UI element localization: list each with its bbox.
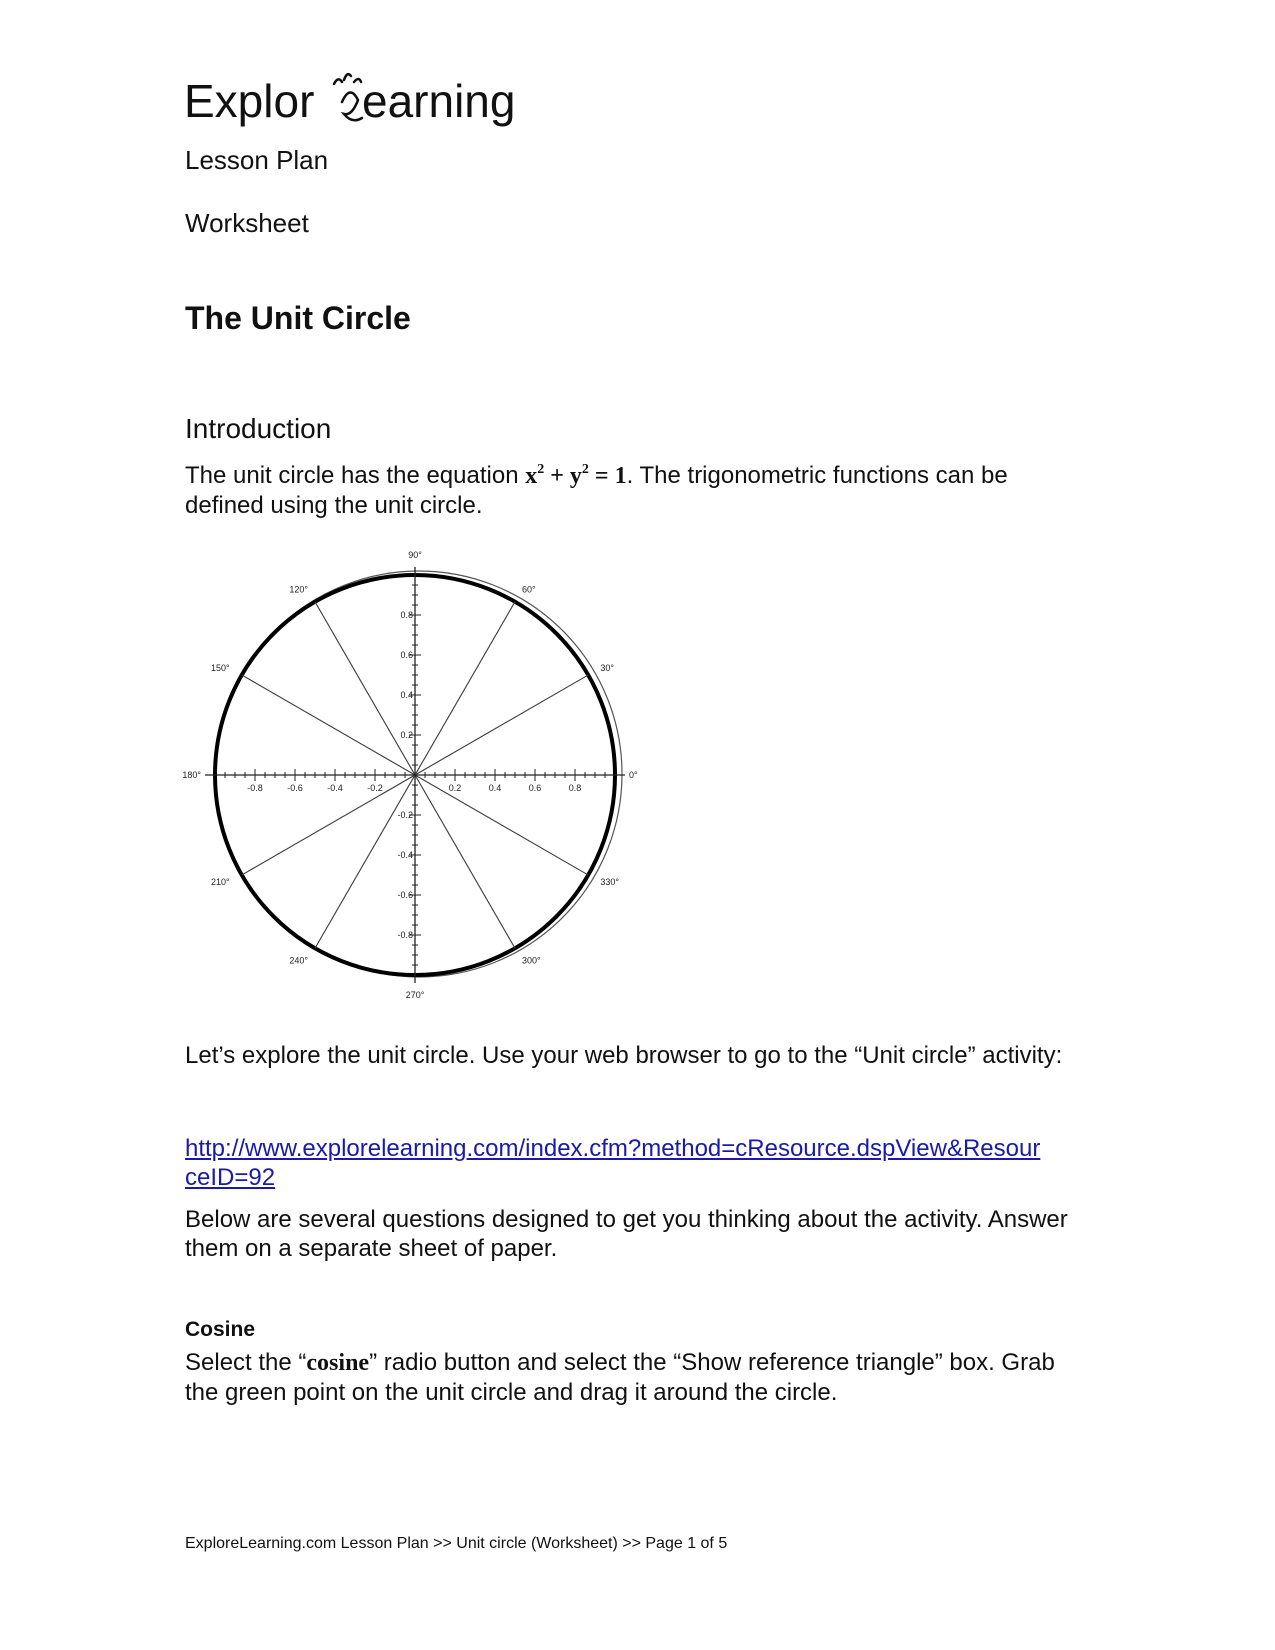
y-tick-label: 0.2	[400, 730, 413, 740]
intro-text-after: . The trigonometric functions can be defined using the unit circle.	[185, 462, 1008, 519]
x-tick-label: 0.4	[488, 783, 502, 793]
x-tick-label: -0.4	[327, 783, 343, 793]
angle-label-90: 90°	[408, 550, 422, 560]
angle-label-240: 240°	[289, 955, 308, 966]
angle-label-60: 60°	[522, 584, 536, 595]
equation: $x^2 + y^2 = 1$	[525, 462, 627, 489]
intro-paragraph	[185, 455, 1085, 520]
instructions-paragraph: Below are several questions designed to get you thinking about the activity. Answer them on a separate sheet of paper.	[185, 1206, 1068, 1262]
y-tick-label: -0.6	[397, 890, 413, 900]
x-tick-label: -0.8	[247, 783, 263, 793]
activity-link-line1[interactable]: http://www.explorelearning.com/index.cfm?method=cResource.dspView&Resour	[185, 1135, 1041, 1162]
explore-paragraph: Let’s explore the unit circle. Use your web browser to go to the “Unit circle” activity:	[185, 1042, 1063, 1069]
explorelearning-logo	[184, 62, 524, 142]
y-tick-label: 0.8	[400, 610, 413, 620]
worksheet-label: Worksheet	[185, 208, 309, 238]
angle-label-270: 270°	[405, 990, 425, 1000]
y-tick-label: -0.8	[397, 930, 413, 940]
y-tick-label: -0.2	[397, 810, 413, 820]
angle-label-30: 30°	[600, 663, 614, 673]
activity-link[interactable]	[185, 1134, 1085, 1192]
y-tick-label: -0.4	[397, 850, 413, 860]
activity-link-line2[interactable]: ceID=92	[185, 1164, 276, 1191]
angle-label-210: 210°	[211, 877, 230, 887]
angle-label-180: 180°	[182, 770, 201, 780]
x-tick-label: 0.2	[448, 783, 462, 793]
x-tick-label: 0.6	[528, 783, 542, 793]
angle-label-300: 300°	[522, 955, 541, 966]
cosine-paragraph: Select the “cosine” radio button and select the “Show reference triangle” box. Grab the green point on the unit circle and drag it around the circle.	[185, 1349, 1055, 1406]
svg-text:earning: earning	[362, 75, 516, 127]
cosine-heading: Cosine	[185, 1318, 256, 1341]
introduction-heading: Introduction	[185, 413, 332, 444]
unit-circle-chart	[180, 545, 650, 1015]
page-footer: ExploreLearning.com Lesson Plan >> Unit circle (Worksheet) >> Page 1 of 5	[185, 1535, 728, 1552]
cosine-bold-word: cosine	[306, 1350, 370, 1376]
angle-label-150: 150°	[211, 663, 230, 673]
lesson-plan-label: Lesson Plan	[185, 145, 329, 175]
x-tick-label: 0.8	[568, 783, 582, 793]
x-tick-label: -0.2	[367, 783, 383, 793]
intro-text-before: The unit circle has the equation	[185, 462, 526, 489]
x-tick-label: -0.6	[287, 783, 303, 793]
page-title: The Unit Circle	[185, 300, 411, 336]
angle-label-120: 120°	[289, 584, 308, 595]
y-tick-label: 0.6	[400, 650, 413, 660]
svg-text:Explor: Explor	[184, 75, 315, 127]
angle-label-330: 330°	[600, 877, 619, 887]
y-tick-label: 0.4	[400, 690, 413, 700]
angle-label-0: 0°	[629, 770, 638, 780]
